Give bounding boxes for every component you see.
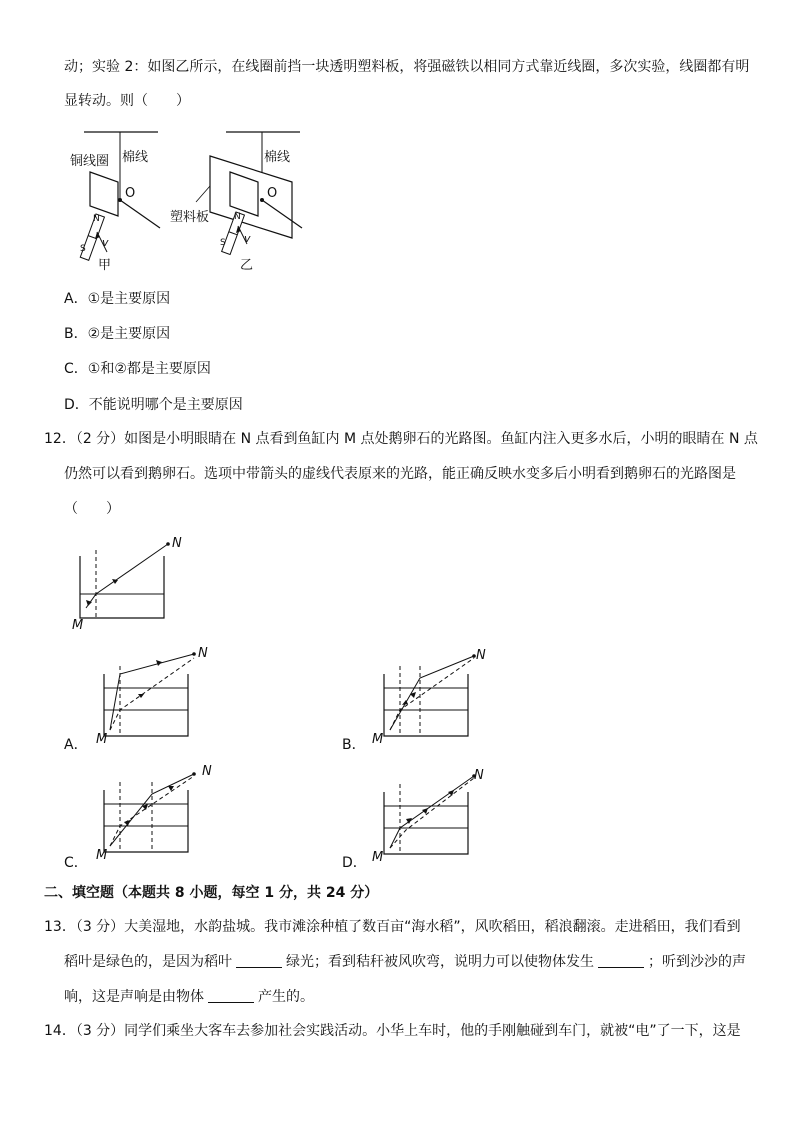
q12-line-1: 12．（2 分）如图是小明眼睛在 N 点看到鱼缸内 M 点处鹅卵石的光路图。鱼缸内注入更多水后，小明的眼睛在 N 点 xyxy=(44,431,758,447)
q13-blank-1[interactable] xyxy=(236,953,282,968)
q11-label-o-yi: O xyxy=(267,186,278,201)
q11-caption-jia: 甲 xyxy=(98,258,112,273)
q12-a-m: M xyxy=(96,732,108,747)
q11-figure xyxy=(60,124,360,274)
section-2-header: 二、填空题（本题共 8 小题，每空 1 分，共 24 分） xyxy=(44,885,379,901)
q11-label-v-jia: v xyxy=(102,236,109,249)
q11-option-c[interactable]: C．①和②都是主要原因 xyxy=(64,361,211,377)
q11-label-o-jia: O xyxy=(125,186,136,201)
q11-label-thread-yi: 棉线 xyxy=(264,150,291,165)
q13-blank-2[interactable] xyxy=(598,953,644,968)
q14-line-1: 14．（3 分）同学们乘坐大客车去参加社会实践活动。小华上车时，他的手刚触碰到车门，就被“电”了一下，这是 xyxy=(44,1023,741,1039)
q12-c-n: N xyxy=(202,764,212,779)
q12-main-m: M xyxy=(72,618,84,633)
q12-line-3: （ ） xyxy=(64,501,120,517)
q11-label-copper-coil: 铜线圈 xyxy=(70,154,110,169)
q11-option-a[interactable]: A．①是主要原因 xyxy=(64,291,171,307)
q11-line-1: 动；实验 2：如图乙所示，在线圈前挡一块透明塑料板，将强磁铁以相同方式靠近线圈，多次实验，线圈都有明 xyxy=(64,59,750,75)
q12-d-n: N xyxy=(474,768,484,783)
q12-option-a-figure[interactable] xyxy=(96,648,226,740)
q11-label-s-jia: S xyxy=(80,244,86,254)
q11-label-thread-jia: 棉线 xyxy=(122,150,149,165)
q12-line-2: 仍然可以看到鹅卵石。选项中带箭头的虚线代表原来的光路，能正确反映水变多后小明看到鹅卵石的光路图是 xyxy=(64,466,736,482)
q11-label-plastic-plate: 塑料板 xyxy=(170,210,210,225)
q12-option-a[interactable]: A． xyxy=(64,737,88,753)
q12-main-n: N xyxy=(172,536,182,551)
q11-label-v-yi: v xyxy=(244,232,251,245)
q12-option-b[interactable]: B． xyxy=(342,737,366,753)
q12-main-figure xyxy=(72,536,202,626)
q13-blank-3[interactable] xyxy=(208,988,254,1003)
q11-option-b[interactable]: B．②是主要原因 xyxy=(64,326,171,342)
q11-line-2: 显转动。则（ ） xyxy=(64,93,190,109)
q12-option-d[interactable]: D． xyxy=(342,855,367,871)
q13-line-2: 稻叶是绿色的，是因为稻叶 绿光；看到秸秆被风吹弯，说明力可以使物体发生 ；听到沙沙的声 xyxy=(64,954,746,970)
q12-option-d-figure[interactable] xyxy=(376,766,506,858)
q11-label-s-yi: S xyxy=(220,238,226,248)
q11-option-d[interactable]: D．不能说明哪个是主要原因 xyxy=(64,397,243,413)
q12-option-c[interactable]: C． xyxy=(64,855,88,871)
q12-b-n: N xyxy=(476,648,486,663)
q13-line-1: 13．（3 分）大美湿地，水韵盐城。我市滩涂种植了数百亩“海水稻”，风吹稻田，稻浪翻滚。走进稻田，我们看到 xyxy=(44,919,741,935)
q12-c-m: M xyxy=(96,848,108,863)
q12-b-m: M xyxy=(372,732,384,747)
q11-label-n-jia: N xyxy=(93,214,100,224)
q11-label-n-yi: N xyxy=(234,212,241,222)
q12-a-n: N xyxy=(198,646,208,661)
q13-line-3: 响，这是声响是由物体 产生的。 xyxy=(64,989,314,1005)
q12-d-m: M xyxy=(372,850,384,865)
q11-caption-yi: 乙 xyxy=(240,258,254,273)
q12-option-b-figure[interactable] xyxy=(376,648,506,740)
